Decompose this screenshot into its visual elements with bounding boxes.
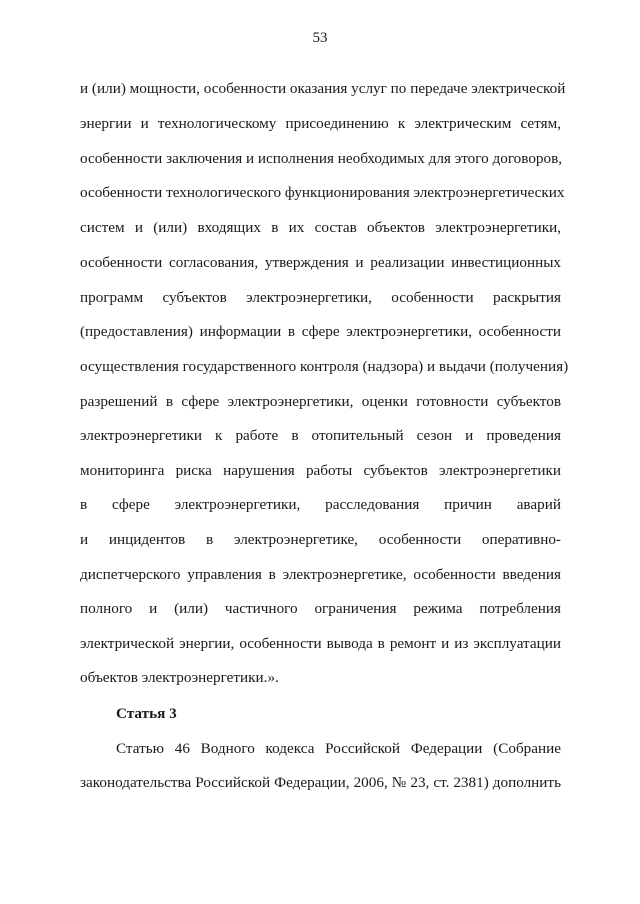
text-line: особенности заключения и исполнения необходимых для этого договоров, [80, 150, 563, 167]
text-line: (предоставления) информации в сфере электроэнергетики, особенности [80, 323, 561, 340]
text-line: и (или) мощности, особенности оказания услуг по передаче электрической [80, 80, 566, 97]
text-line: мониторинга риска нарушения работы субъектов электроэнергетики [80, 462, 561, 479]
article-text-line: законодательства Российской Федерации, 2006, № 23, ст. 2381) дополнить [80, 774, 561, 791]
text-line: осуществления государственного контроля (надзора) и выдачи (получения) [80, 358, 569, 375]
text-line: в сфере электроэнергетики, расследования причин аварий [80, 496, 561, 513]
text-line: полного и (или) частичного ограничения режима потребления [80, 600, 561, 617]
text-line: программ субъектов электроэнергетики, особенности раскрытия [80, 289, 561, 306]
text-line: электрической энергии, особенности вывода в ремонт и из эксплуатации [80, 635, 561, 652]
text-line: объектов электроэнергетики.». [80, 669, 279, 686]
text-line: и инцидентов в электроэнергетике, особенности оперативно- [80, 531, 561, 548]
text-line: диспетчерского управления в электроэнергетике, особенности введения [80, 566, 561, 583]
text-line: особенности согласования, утверждения и реализации инвестиционных [80, 254, 561, 271]
text-line: электроэнергетики к работе в отопительный сезон и проведения [80, 427, 561, 444]
article-heading: Статья 3 [116, 705, 177, 722]
text-line: систем и (или) входящих в их состав объектов электроэнергетики, [80, 219, 561, 236]
text-line: энергии и технологическому присоединению к электрическим сетям, [80, 115, 561, 132]
text-line: разрешений в сфере электроэнергетики, оценки готовности субъектов [80, 393, 561, 410]
text-line: особенности технологического функционирования электроэнергетических [80, 184, 565, 201]
page-number: 53 [312, 30, 328, 46]
article-text-line: Статью 46 Водного кодекса Российской Федерации (Собрание [116, 740, 561, 757]
